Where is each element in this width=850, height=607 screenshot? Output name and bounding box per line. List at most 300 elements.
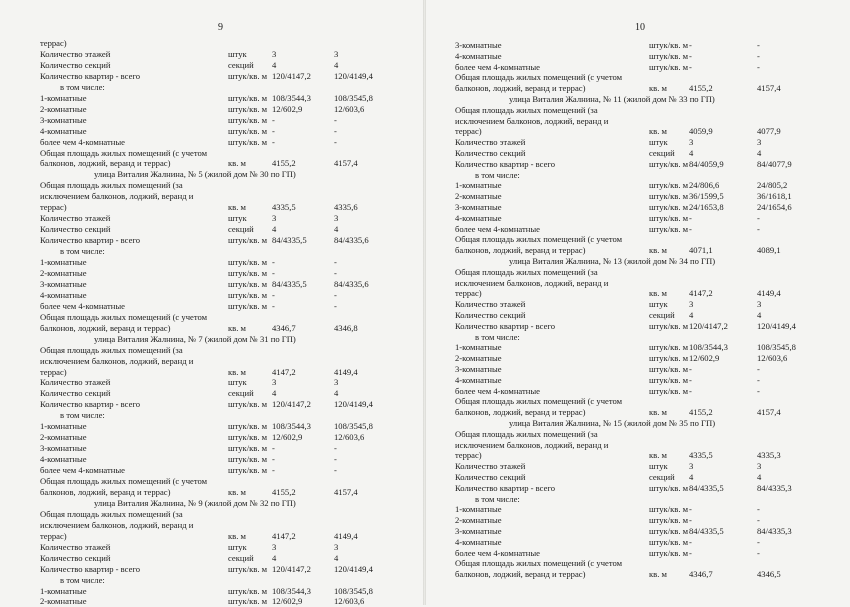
unit-cell: штук/кв. м (228, 257, 268, 267)
table-row (425, 429, 850, 440)
row-label: Общая площадь жилых помещений (за (455, 428, 598, 439)
unit-cell: штук/кв. м (649, 353, 689, 364)
unit-cell: штук/кв. м (649, 374, 689, 385)
subheading: в том числе: (475, 169, 520, 180)
table-row (425, 396, 850, 407)
project-value-cell: - (272, 257, 275, 267)
row-label: Количество секций (455, 148, 526, 158)
unit-cell: штук/кв. м (228, 454, 268, 465)
table-row (0, 202, 425, 213)
row-label: 1-комнатные (40, 257, 87, 267)
row-label: террас) (40, 366, 67, 377)
actual-value-cell: 3 (334, 213, 339, 224)
table-row (0, 169, 425, 180)
row-label: 1-комнатные (40, 585, 87, 596)
row-label: Количество этажей (40, 48, 111, 59)
row-label: балконов, лоджий, веранд и террас) (455, 407, 586, 418)
project-value-cell: 4 (689, 148, 694, 158)
table-row (0, 38, 425, 49)
table-row (0, 465, 425, 476)
project-value-cell: 3 (272, 541, 277, 552)
project-value-cell: - (689, 374, 692, 385)
row-label: Количество квартир - всего (40, 70, 141, 81)
table-row (0, 432, 425, 443)
table-row (0, 279, 425, 290)
table-row (425, 224, 850, 235)
actual-value-cell: 4077,9 (757, 126, 781, 137)
actual-value-cell: 4335,3 (757, 450, 781, 461)
street-heading: улица Виталия Жалнина, № 11 (жилой дом № 33 по ГП) (509, 94, 715, 104)
street-heading: улица Виталия Жалнина, № 7 (жилой дом № 31 по ГП) (94, 333, 296, 344)
unit-cell: штук/кв. м (649, 515, 689, 526)
row-label: 2-комнатные (455, 191, 502, 202)
table-row (0, 104, 425, 115)
table-row (0, 323, 425, 334)
row-label: 3-комнатные (455, 526, 502, 536)
row-label: Общая площадь жилых помещений (за (40, 344, 183, 355)
subheading: в том числе: (475, 493, 520, 504)
table-row (0, 476, 425, 487)
actual-value-cell: 4335,6 (334, 202, 358, 213)
actual-value-cell: - (334, 136, 337, 147)
actual-value-cell: 4346,5 (757, 569, 781, 580)
project-value-cell: - (272, 465, 275, 476)
table-row (425, 278, 850, 289)
project-value-cell: 108/3544,3 (272, 585, 311, 596)
table-row (0, 388, 425, 399)
table-row (0, 148, 425, 159)
row-label: террас) (455, 450, 482, 461)
actual-value-cell: 84/4335,6 (334, 278, 369, 289)
project-value-cell: 120/4147,2 (272, 563, 311, 574)
unit-cell: штук/кв. м (649, 180, 689, 191)
actual-value-cell: 4149,4 (334, 530, 358, 541)
unit-cell: секций (649, 472, 675, 482)
row-label: Количество квартир - всего (40, 563, 141, 574)
table-row (0, 575, 425, 586)
project-value-cell: 84/4335,5 (272, 278, 307, 289)
project-value-cell: 4071,1 (689, 245, 713, 256)
table-row (425, 375, 850, 386)
unit-cell: секций (228, 224, 254, 235)
project-value-cell: - (272, 114, 275, 125)
table-row (0, 312, 425, 323)
unit-cell: штук (228, 48, 247, 59)
unit-cell: кв. м (649, 450, 667, 461)
row-label: 2-комнатные (40, 103, 87, 114)
unit-cell: штук/кв. м (228, 125, 268, 136)
subheading: в том числе: (60, 410, 105, 421)
table-row (0, 49, 425, 60)
row-label: 3-комнатные (455, 202, 502, 212)
actual-value-cell: - (757, 364, 760, 374)
row-label: 1-комнатные (40, 421, 87, 432)
table-row (0, 421, 425, 432)
unit-cell: штук/кв. м (649, 320, 689, 331)
table-row (425, 353, 850, 364)
actual-value-cell: 4 (757, 148, 762, 158)
row-label: Общая площадь жилых помещений (с учетом (455, 558, 623, 569)
project-value-cell: 4335,5 (689, 450, 713, 461)
table-row (425, 62, 850, 73)
project-value-cell: - (272, 136, 275, 147)
unit-cell: штук/кв. м (649, 191, 689, 202)
unit-cell: штук/кв. м (228, 267, 268, 278)
table-row (425, 126, 850, 137)
project-value-cell: 120/4147,2 (272, 70, 311, 81)
subheading: в том числе: (60, 574, 105, 585)
row-label: исключением балконов, лоджий, веранд и (455, 277, 609, 288)
row-label: балконов, лоджий, веранд и террас) (40, 486, 171, 497)
actual-value-cell: 84/4335,3 (757, 482, 792, 493)
row-label: 3-комнатные (40, 443, 87, 454)
project-value-cell: 4 (272, 388, 277, 399)
row-label: Количество секций (40, 59, 111, 70)
project-value-cell: 3 (689, 137, 694, 148)
unit-cell: секций (649, 310, 675, 320)
left-page (0, 0, 425, 605)
row-label: Количество квартир - всего (455, 482, 556, 493)
row-label: балконов, лоджий, веранд и террас) (455, 569, 586, 580)
project-value-cell: 4 (272, 224, 277, 235)
actual-value-cell: - (334, 454, 337, 465)
project-value-cell: - (689, 364, 692, 374)
unit-cell: кв. м (228, 158, 246, 169)
table-row (0, 60, 425, 71)
table-row (0, 399, 425, 410)
actual-value-cell: 3 (334, 377, 339, 388)
project-value-cell: 12/602,9 (272, 103, 303, 114)
row-label: Общая площадь жилых помещений (с учетом (455, 72, 623, 83)
table-row (0, 410, 425, 421)
unit-cell: кв. м (649, 245, 667, 256)
table-row (425, 483, 850, 494)
actual-value-cell: - (757, 385, 760, 396)
row-label: более чем 4-комнатные (40, 465, 125, 476)
row-label: исключением балконов, лоджий, веранд и (455, 439, 609, 450)
project-value-cell: - (689, 536, 692, 547)
unit-cell: кв. м (228, 202, 246, 213)
table-row (0, 158, 425, 169)
unit-cell: штук/кв. м (649, 364, 689, 374)
actual-value-cell: 120/4149,4 (334, 70, 373, 81)
unit-cell: штук/кв. м (228, 465, 268, 476)
actual-value-cell: 4 (757, 310, 762, 320)
table-row (425, 51, 850, 62)
unit-cell: секций (228, 59, 254, 70)
row-label: Количество квартир - всего (455, 320, 556, 331)
table-row (425, 515, 850, 526)
row-label: Количество этажей (455, 299, 526, 310)
project-value-cell: 4155,2 (272, 158, 296, 169)
unit-cell: штук/кв. м (649, 342, 689, 353)
row-label: террас) (40, 38, 67, 48)
actual-value-cell: - (757, 223, 760, 234)
unit-cell: штук/кв. м (228, 103, 268, 114)
table-row (0, 345, 425, 356)
table-row (0, 180, 425, 191)
row-label: более чем 4-комнатные (455, 61, 540, 72)
row-label: Количество квартир - всего (40, 399, 141, 410)
project-value-cell: 120/4147,2 (272, 399, 311, 410)
actual-value-cell: - (334, 289, 337, 300)
project-value-cell: - (689, 515, 692, 526)
project-value-cell: 4 (272, 552, 277, 563)
unit-cell: кв. м (228, 366, 246, 377)
table-row (425, 267, 850, 278)
unit-cell: кв. м (228, 322, 246, 333)
row-label: 3-комнатные (455, 364, 502, 374)
row-label: 1-комнатные (455, 504, 502, 515)
subheading: в том числе: (60, 246, 105, 257)
table-row (0, 377, 425, 388)
table-row (0, 268, 425, 279)
row-label: террас) (455, 126, 482, 137)
table-row (0, 93, 425, 104)
unit-cell: штук/кв. м (649, 482, 689, 493)
project-value-cell: 4346,7 (272, 322, 296, 333)
actual-value-cell: 4157,4 (757, 83, 781, 94)
actual-value-cell: 12/603,6 (334, 596, 365, 607)
unit-cell: штук/кв. м (649, 504, 689, 515)
row-label: Количество квартир - всего (455, 158, 556, 169)
table-row (425, 170, 850, 181)
row-label: Количество этажей (40, 213, 111, 224)
unit-cell: штук/кв. м (228, 585, 268, 596)
project-value-cell: 4155,2 (689, 83, 713, 94)
table-row (425, 191, 850, 202)
actual-value-cell: 4089,1 (757, 245, 781, 256)
actual-value-cell: 24/1654,6 (757, 202, 792, 212)
table-row (0, 235, 425, 246)
table-row (425, 418, 850, 429)
row-label: 3-комнатные (40, 114, 87, 125)
actual-value-cell: - (334, 125, 337, 136)
project-value-cell: 12/602,9 (272, 596, 303, 607)
actual-value-cell: 84/4335,3 (757, 526, 792, 536)
row-label: балконов, лоджий, веранд и террас) (40, 322, 171, 333)
actual-value-cell: 4 (334, 388, 339, 399)
actual-value-cell: 4 (757, 472, 762, 482)
row-label: Общая площадь жилых помещений (за (455, 266, 598, 277)
row-label: Общая площадь жилых помещений (за (40, 508, 183, 519)
row-label: Количество этажей (40, 541, 111, 552)
actual-value-cell: 4149,4 (334, 366, 358, 377)
row-label: Общая площадь жилых помещений (с учетом (40, 147, 208, 158)
unit-cell: штук (228, 213, 247, 224)
table-row (425, 180, 850, 191)
actual-value-cell: 4 (334, 224, 339, 235)
table-row (425, 245, 850, 256)
project-value-cell: 4059,9 (689, 126, 713, 137)
unit-cell: кв. м (228, 486, 246, 497)
table-row (425, 342, 850, 353)
row-label: 4-комнатные (40, 125, 87, 136)
actual-value-cell: - (757, 212, 760, 223)
row-label: 4-комнатные (40, 454, 87, 465)
actual-value-cell: 4346,8 (334, 322, 358, 333)
actual-value-cell: 3 (757, 137, 762, 148)
unit-cell: штук/кв. м (649, 40, 689, 50)
unit-cell: кв. м (649, 126, 667, 137)
project-value-cell: 4346,7 (689, 569, 713, 580)
unit-cell: штук/кв. м (228, 432, 268, 443)
row-label: Количество квартир - всего (40, 235, 141, 246)
table-row (425, 299, 850, 310)
actual-value-cell: 4149,4 (757, 288, 781, 299)
table-row (0, 115, 425, 126)
table-row (0, 586, 425, 597)
row-label: 3-комнатные (40, 278, 87, 289)
row-label: более чем 4-комнатные (455, 223, 540, 234)
table-row (425, 321, 850, 332)
unit-cell: кв. м (649, 288, 667, 299)
table-row (0, 509, 425, 520)
row-label: более чем 4-комнатные (455, 547, 540, 558)
project-value-cell: - (689, 50, 692, 61)
actual-value-cell: - (757, 515, 760, 526)
actual-value-cell: - (334, 465, 337, 476)
actual-value-cell: - (334, 267, 337, 278)
project-value-cell: 108/3544,3 (272, 421, 311, 432)
project-value-cell: - (689, 40, 692, 50)
unit-cell: штук/кв. м (228, 136, 268, 147)
project-value-cell: 84/4059,9 (689, 158, 724, 169)
unit-cell: кв. м (649, 407, 667, 418)
table-row (425, 504, 850, 515)
table-row (425, 256, 850, 267)
project-value-cell: 4 (272, 59, 277, 70)
unit-cell: штук/кв. м (228, 114, 268, 125)
actual-value-cell: - (334, 300, 337, 311)
table-row (425, 105, 850, 116)
unit-cell: кв. м (649, 569, 667, 580)
table-row (0, 213, 425, 224)
project-value-cell: 4 (689, 472, 694, 482)
table-row (0, 126, 425, 137)
actual-value-cell: - (757, 547, 760, 558)
table-row (425, 148, 850, 159)
actual-value-cell: 24/805,2 (757, 180, 788, 191)
table-row (425, 494, 850, 505)
actual-value-cell: 120/4149,4 (757, 320, 796, 331)
project-value-cell: 3 (272, 377, 277, 388)
actual-value-cell: - (757, 504, 760, 515)
table-row (0, 290, 425, 301)
table-row (0, 246, 425, 257)
actual-value-cell: 4157,4 (334, 486, 358, 497)
row-label: 2-комнатные (40, 432, 87, 443)
project-value-cell: 4147,2 (272, 530, 296, 541)
unit-cell: штук/кв. м (649, 61, 689, 72)
right-page (425, 0, 850, 605)
project-value-cell: - (272, 454, 275, 465)
actual-value-cell: - (334, 443, 337, 454)
unit-cell: штук/кв. м (649, 536, 689, 547)
row-label: исключением балконов, лоджий, веранд и (40, 191, 194, 202)
row-label: террас) (455, 288, 482, 299)
unit-cell: штук/кв. м (228, 70, 268, 81)
project-value-cell: - (689, 212, 692, 223)
project-value-cell: 24/1653,8 (689, 202, 724, 212)
project-value-cell: 4147,2 (272, 366, 296, 377)
row-label: более чем 4-комнатные (455, 385, 540, 396)
table-row (425, 440, 850, 451)
project-value-cell: 4147,2 (689, 288, 713, 299)
actual-value-cell: 84/4335,6 (334, 235, 369, 246)
row-label: Общая площадь жилых помещений (с учетом (40, 476, 208, 486)
unit-cell: штук (649, 137, 668, 148)
project-value-cell: - (272, 267, 275, 278)
project-value-cell: 4155,2 (272, 486, 296, 497)
unit-cell: штук (649, 461, 668, 472)
actual-value-cell: - (757, 374, 760, 385)
unit-cell: штук/кв. м (228, 443, 268, 454)
unit-cell: секций (649, 148, 675, 158)
project-value-cell: 12/602,9 (272, 432, 303, 443)
table-row (425, 461, 850, 472)
table-row (0, 542, 425, 553)
row-label: Количество этажей (455, 461, 526, 472)
actual-value-cell: 3 (334, 48, 339, 59)
unit-cell: секций (228, 552, 254, 563)
project-value-cell: 3 (272, 48, 277, 59)
table-row (425, 569, 850, 580)
row-label: 4-комнатные (455, 212, 502, 223)
table-row (425, 386, 850, 397)
actual-value-cell: 3 (334, 541, 339, 552)
row-label: балконов, лоджий, веранд и террас) (455, 245, 586, 256)
row-label: Общая площадь жилых помещений (с учетом (455, 234, 623, 245)
street-heading: улица Виталия Жалнина, № 15 (жилой дом № 35 по ГП) (509, 418, 716, 428)
unit-cell: штук/кв. м (649, 526, 689, 536)
project-value-cell: 84/4335,5 (689, 482, 724, 493)
project-value-cell: 3 (272, 213, 277, 224)
row-label: Общая площадь жилых помещений (за (40, 180, 183, 191)
row-label: Количество этажей (40, 377, 111, 388)
street-heading: улица Виталия Жалнина, № 5 (жилой дом № 30 по ГП) (94, 169, 296, 180)
unit-cell: штук/кв. м (649, 202, 689, 212)
row-label: Общая площадь жилых помещений (с учетом (455, 396, 623, 407)
row-label: 1-комнатные (455, 342, 502, 353)
table-row (425, 548, 850, 559)
project-value-cell: - (272, 289, 275, 300)
table-row (0, 137, 425, 148)
table-row (425, 116, 850, 127)
row-label: балконов, лоджий, веранд и террас) (40, 158, 171, 169)
actual-value-cell: 3 (757, 461, 762, 472)
actual-value-cell: 4157,4 (757, 407, 781, 418)
project-value-cell: 120/4147,2 (689, 320, 728, 331)
table-row (0, 356, 425, 367)
table-row (425, 40, 850, 51)
table-row (425, 364, 850, 375)
actual-value-cell: 4 (334, 552, 339, 563)
actual-value-cell: - (757, 40, 760, 50)
project-value-cell: - (689, 385, 692, 396)
unit-cell: штук/кв. м (228, 596, 268, 607)
table-row (0, 257, 425, 268)
actual-value-cell: 12/603,6 (334, 432, 365, 443)
row-label: более чем 4-комнатные (40, 136, 125, 147)
project-value-cell: - (689, 547, 692, 558)
actual-value-cell: 108/3545,8 (334, 92, 373, 103)
subheading: в том числе: (60, 81, 105, 92)
actual-value-cell: - (334, 114, 337, 125)
row-label: Общая площадь жилых помещений (с учетом (40, 311, 208, 322)
table-row (0, 553, 425, 564)
unit-cell: штук (228, 377, 247, 388)
